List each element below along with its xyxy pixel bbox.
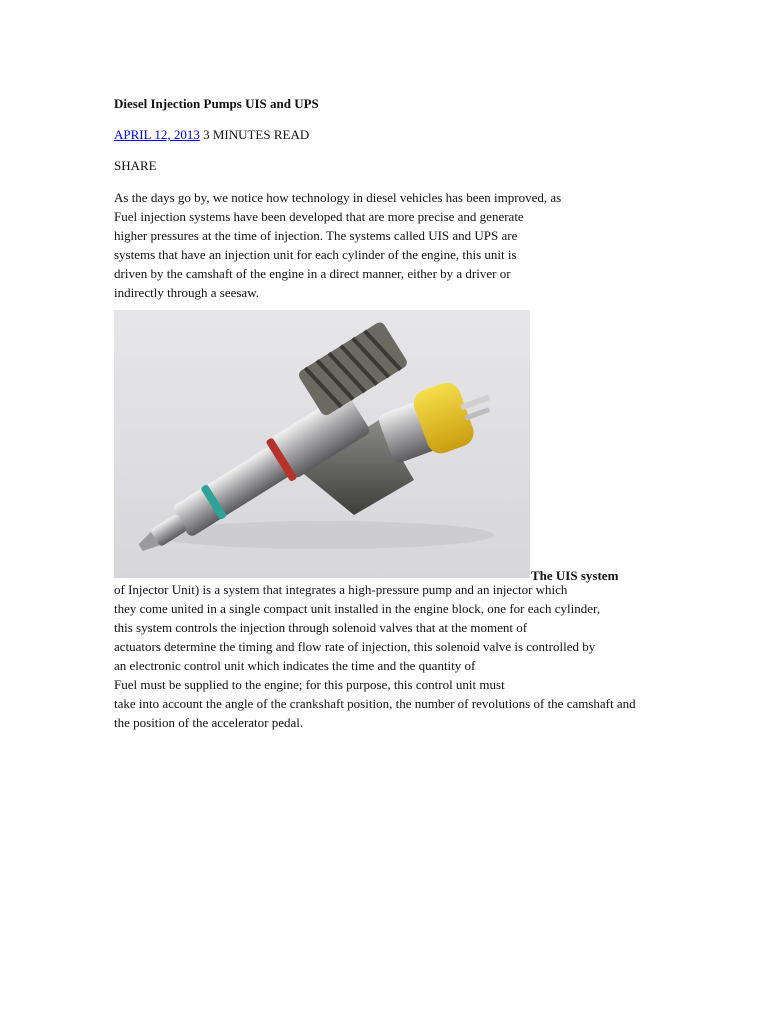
body-line: take into account the angle of the crankshaft position, the number of revolutions of the camshaft and <box>114 696 636 711</box>
solenoid <box>374 370 502 470</box>
figure-row <box>114 310 674 583</box>
intro-paragraph <box>114 188 674 302</box>
body-line: actuators determine the timing and flow rate of injection, this solenoid valve is controlled by <box>114 639 596 654</box>
intro-line: systems that have an injection unit for each cylinder of the engine, this unit is <box>114 247 517 262</box>
intro-line: As the days go by, we notice how technology in diesel vehicles has been improved, as <box>114 190 562 205</box>
body-line: the position of the accelerator pedal. <box>114 715 304 730</box>
body-line: they come united in a single compact unit installed in the engine block, one for each cylinder, <box>114 601 601 616</box>
article-title: Diesel Injection Pumps UIS and UPS <box>114 96 319 111</box>
injector-image <box>114 310 530 578</box>
intro-line: higher pressures at the time of injection. The systems called UIS and UPS are <box>114 228 518 243</box>
uis-system-heading: The UIS system <box>531 568 619 583</box>
read-time: 3 MINUTES READ <box>203 127 310 142</box>
body-line: of Injector Unit) is a system that integrates a high-pressure pump and an injector which <box>114 582 568 597</box>
article <box>114 96 674 732</box>
body-line: Fuel must be supplied to the engine; for this purpose, this control unit must <box>114 677 505 692</box>
date-link[interactable]: APRIL 12, 2013 <box>114 127 200 142</box>
intro-line: Fuel injection systems have been developed that are more precise and generate <box>114 209 524 224</box>
intro-line: driven by the camshaft of the engine in a direct manner, either by a driver or <box>114 266 511 281</box>
share-label[interactable]: SHARE <box>114 158 157 173</box>
intro-line: indirectly through a seesaw. <box>114 285 259 300</box>
body-line: this system controls the injection through solenoid valves that at the moment of <box>114 620 528 635</box>
body-line: an electronic control unit which indicates the time and the quantity of <box>114 658 476 673</box>
injector-illustration <box>114 310 530 578</box>
article-meta <box>114 127 674 143</box>
body-paragraph <box>114 580 674 732</box>
